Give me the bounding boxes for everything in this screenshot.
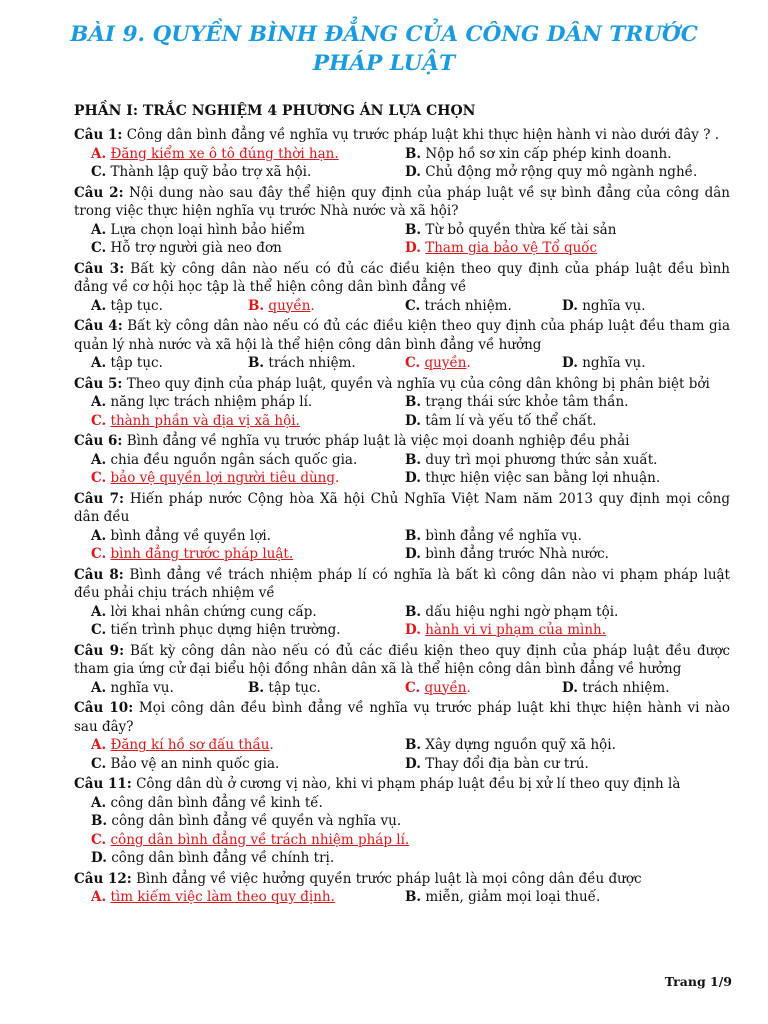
- answer-option: [248, 679, 405, 698]
- answer-option: [405, 527, 719, 546]
- question-text: [74, 642, 730, 679]
- option-text: bình đẳng trước pháp luật.: [110, 546, 294, 562]
- option-letter: A.: [91, 145, 107, 162]
- answer-options: [74, 527, 730, 564]
- option-text: công dân bình đẳng về chính trị.: [111, 850, 335, 866]
- question-text: [74, 432, 730, 451]
- option-text: dấu hiệu nghi ngờ phạm tội.: [425, 603, 619, 620]
- option-letter: A.: [91, 221, 107, 238]
- answer-options: [74, 679, 730, 698]
- question-text: [74, 775, 730, 794]
- answer-option: [91, 297, 248, 316]
- option-letter: A.: [91, 603, 107, 620]
- option-letter: C.: [91, 831, 107, 848]
- question-body: Hiến pháp nước Cộng hòa Xã hội Chủ Nghĩa Việt Nam năm 2013 quy định mọi công dân đều: [74, 490, 730, 525]
- answer-option: [405, 297, 562, 316]
- option-letter: A.: [91, 297, 107, 314]
- answer-option: [91, 849, 730, 868]
- question-label: Câu 7:: [74, 490, 124, 507]
- option-text: lời khai nhân chứng cung cấp.: [110, 603, 317, 620]
- option-text: công dân bình đẳng về quyền và nghĩa vụ.: [111, 813, 402, 829]
- answer-option-correct: [91, 736, 405, 755]
- option-letter: D.: [405, 412, 421, 429]
- option-text: Đăng kiểm xe ô tô đúng thời hạn.: [110, 145, 339, 162]
- question-label: Câu 12:: [74, 870, 132, 887]
- option-suffix: .: [335, 470, 340, 486]
- document-title: BÀI 9. QUYỀN BÌNH ĐẲNG CỦA CÔNG DÂN TRƯỚC PHÁP LUẬT: [70, 22, 698, 76]
- option-letter: C.: [91, 470, 107, 486]
- option-text: trạng thái sức khỏe tâm thần.: [425, 394, 629, 410]
- question-label: Câu 3:: [74, 260, 125, 277]
- option-text: tập tục.: [268, 679, 321, 696]
- answer-options: [74, 451, 730, 488]
- question-label: Câu 2:: [74, 184, 124, 201]
- option-letter: C.: [91, 164, 107, 180]
- question-label: Câu 6:: [74, 433, 123, 449]
- answer-options: [74, 221, 730, 258]
- answer-option: [562, 297, 719, 316]
- option-letter: C.: [91, 755, 107, 772]
- question-text: [74, 699, 730, 736]
- option-letter: C.: [91, 412, 107, 429]
- answer-option: [405, 736, 719, 755]
- question-body: Bình đẳng về việc hưởng quyền trước pháp luật là mọi công dân đều được: [136, 870, 642, 887]
- question-body: Mọi công dân đều bình đẳng về nghĩa vụ trước pháp luật khi thực hiện hành vi nào sau đây?: [74, 700, 730, 735]
- answer-option-correct: [405, 354, 562, 373]
- option-text: năng lực trách nhiệm pháp lí.: [110, 394, 313, 410]
- answer-option: [91, 679, 248, 698]
- answer-option: [248, 354, 405, 373]
- option-text: nghĩa vụ.: [110, 679, 174, 696]
- option-letter: C.: [91, 240, 107, 256]
- option-letter: B.: [248, 297, 265, 314]
- option-text: Thay đổi địa bàn cư trú.: [425, 755, 589, 772]
- option-letter: B.: [405, 737, 422, 753]
- option-text: Xây dựng nguồn quỹ xã hội.: [425, 737, 616, 753]
- question-body: Bình đẳng về trách nhiệm pháp lí có nghĩa là bất kì công dân nào vi phạm pháp luật đều phải chịu trách nhiệm về: [74, 566, 730, 601]
- option-text: tiến trình phục dựng hiện trường.: [110, 622, 341, 638]
- answer-option-correct: [91, 412, 405, 431]
- option-letter: B.: [405, 889, 422, 905]
- option-letter: A.: [91, 355, 107, 371]
- answer-option: [405, 545, 719, 564]
- answer-options: [74, 145, 730, 182]
- option-text: trách nhiệm.: [424, 297, 512, 314]
- option-letter: D.: [405, 164, 421, 180]
- answer-option: [405, 145, 719, 164]
- option-letter: D.: [91, 850, 107, 866]
- answer-option: [405, 393, 719, 412]
- answer-options: [74, 603, 730, 640]
- option-letter: C.: [405, 679, 421, 696]
- option-letter: A.: [91, 679, 107, 696]
- option-suffix: .: [466, 355, 471, 371]
- option-suffix: .: [310, 297, 315, 314]
- question-body: Bất kỳ công dân nào nếu có đủ các điều kiện theo quy định của pháp luật đều được tham gia ứng cử đại biểu hội đồng nhân dân xã là thể hiện công dân bình đẳng về hưởng: [74, 642, 731, 677]
- option-letter: B.: [405, 603, 422, 620]
- option-text: Tham gia bảo vệ Tổ quốc: [425, 240, 598, 256]
- option-text: trách nhiệm.: [268, 355, 356, 371]
- answer-option-correct: [91, 145, 405, 164]
- option-letter: A.: [91, 737, 107, 753]
- option-letter: A.: [91, 889, 107, 905]
- option-text: tập tục.: [110, 355, 163, 371]
- question-label: Câu 11:: [74, 776, 132, 792]
- option-text: tâm lí và yếu tố thể chất.: [425, 412, 597, 429]
- question-label: Câu 5:: [74, 375, 123, 392]
- answer-option: [405, 888, 719, 907]
- option-letter: B.: [248, 355, 265, 371]
- answer-option-correct: [248, 297, 405, 316]
- option-letter: D.: [405, 470, 421, 486]
- answer-option: [91, 527, 405, 546]
- question-label: Câu 1:: [74, 127, 123, 143]
- option-letter: A.: [91, 527, 107, 544]
- answer-option: [91, 163, 405, 182]
- answer-option: [405, 163, 719, 182]
- option-text: bình đẳng về nghĩa vụ.: [425, 527, 582, 544]
- answer-option: [405, 451, 719, 470]
- option-letter: B.: [405, 145, 422, 162]
- option-text: thành phần và địa vị xã hội.: [110, 412, 300, 429]
- answer-option: [405, 469, 719, 488]
- question-text: [74, 566, 730, 603]
- option-letter: A.: [91, 394, 107, 410]
- answer-option-correct: [91, 545, 405, 564]
- answer-option: [405, 221, 719, 240]
- answer-option-correct: [91, 469, 405, 488]
- answer-option: [91, 354, 248, 373]
- option-text: bảo vệ quyền lợi người tiêu dùng: [110, 470, 335, 486]
- question-body: Theo quy định của pháp luật, quyền và nghĩa vụ của công dân không bị phân biệt bởi: [126, 375, 710, 392]
- answer-option: [91, 451, 405, 470]
- option-letter: A.: [91, 451, 107, 468]
- answer-option: [91, 221, 405, 240]
- option-text: tập tục.: [110, 297, 163, 314]
- option-letter: B.: [91, 813, 108, 829]
- option-text: Hỗ trợ người già neo đơn: [110, 240, 282, 256]
- answer-option: [91, 621, 405, 640]
- option-text: quyền: [424, 679, 467, 696]
- answer-option-correct: [405, 679, 562, 698]
- answer-option: [562, 679, 719, 698]
- option-text: trách nhiệm.: [582, 679, 670, 696]
- answer-option: [405, 412, 719, 431]
- option-letter: C.: [91, 622, 107, 638]
- question-body: Bất kỳ công dân nào nếu có đủ các điều kiện theo quy định của pháp luật đều bình đẳng về cơ hội học tập là thể hiện công dân bình đẳng về: [74, 260, 730, 295]
- option-text: nghĩa vụ.: [582, 355, 646, 371]
- section-heading: PHẦN I: TRẮC NGHIỆM 4 PHƯƠNG ÁN LỰA CHỌN: [74, 103, 476, 119]
- question-text: [74, 126, 730, 145]
- question-label: Câu 4:: [74, 318, 123, 334]
- answer-option: [91, 812, 730, 831]
- option-suffix: .: [466, 679, 471, 696]
- answer-option-correct: [405, 239, 719, 258]
- option-text: công dân bình đẳng về kinh tế.: [110, 794, 323, 811]
- answer-option-correct: [405, 621, 719, 640]
- option-suffix: .: [269, 737, 274, 753]
- question-label: Câu 8:: [74, 566, 124, 583]
- question-text: [74, 317, 730, 354]
- option-letter: D.: [562, 355, 578, 371]
- question-body: Bất kỳ công dân nào nếu có đủ các điều kiện theo quy định của pháp luật đều tham gia quản lý nhà nước và xã hội là thể hiện công dân bình đẳng về hưởng: [74, 318, 730, 353]
- answer-options: [74, 354, 730, 373]
- option-text: bình đẳng trước Nhà nước.: [425, 546, 609, 562]
- answer-options: [74, 794, 730, 868]
- option-text: Nộp hồ sơ xin cấp phép kinh doanh.: [425, 145, 672, 162]
- question-body: Công dân dù ở cương vị nào, khi vi phạm pháp luật đều bị xử lí theo quy định là: [136, 776, 681, 792]
- question-label: Câu 10:: [74, 700, 134, 716]
- question-label: Câu 9:: [74, 642, 125, 659]
- option-text: Thành lập quỹ bảo trợ xã hội.: [110, 164, 312, 180]
- answer-option: [91, 794, 730, 813]
- option-letter: C.: [405, 297, 421, 314]
- question-body: Nội dung nào sau đây thể hiện quy định của pháp luật về sự bình đẳng của công dân trong việc thực hiện nghĩa vụ trước Nhà nước và xã hội?: [74, 184, 730, 219]
- question-body: Công dân bình đẳng về nghĩa vụ trước pháp luật khi thực hiện hành vi nào dưới đây ? .: [126, 127, 720, 143]
- option-letter: B.: [248, 679, 265, 696]
- option-text: duy trì mọi phương thức sản xuất.: [425, 451, 658, 468]
- option-text: tìm kiếm việc làm theo quy định.: [110, 889, 335, 905]
- answer-option-correct: [91, 831, 730, 850]
- option-letter: D.: [405, 546, 421, 562]
- option-text: hành vi vi phạm của mình.: [425, 622, 607, 638]
- option-letter: D.: [405, 240, 421, 256]
- option-text: chia đều nguồn ngân sách quốc gia.: [110, 451, 358, 468]
- option-letter: D.: [405, 622, 421, 638]
- option-text: Chủ động mở rộng quy mô ngành nghề.: [425, 164, 698, 180]
- question-list: [74, 126, 730, 909]
- question-text: [74, 870, 730, 889]
- option-letter: C.: [91, 546, 107, 562]
- option-letter: B.: [405, 451, 422, 468]
- answer-option: [405, 603, 719, 622]
- option-letter: B.: [405, 221, 422, 238]
- question-text: [74, 184, 730, 221]
- option-letter: C.: [405, 355, 421, 371]
- answer-options: [74, 393, 730, 430]
- option-text: quyền: [424, 355, 467, 371]
- answer-option: [405, 755, 719, 774]
- option-letter: A.: [91, 794, 107, 811]
- answer-option: [91, 755, 405, 774]
- option-letter: B.: [405, 394, 422, 410]
- answer-option: [91, 603, 405, 622]
- question-text: [74, 490, 730, 527]
- answer-options: [74, 297, 730, 316]
- option-text: Bảo vệ an ninh quốc gia.: [110, 755, 280, 772]
- option-text: thực hiện việc san bằng lợi nhuận.: [425, 470, 661, 486]
- option-text: quyền: [268, 297, 311, 314]
- option-letter: D.: [562, 297, 578, 314]
- option-text: bình đẳng về quyền lợi.: [110, 527, 271, 544]
- option-text: Từ bỏ quyền thừa kế tài sản: [425, 221, 617, 238]
- option-letter: D.: [405, 755, 421, 772]
- option-text: Đăng kí hồ sơ đấu thầu: [110, 737, 270, 753]
- answer-options: [74, 736, 730, 773]
- option-text: Lựa chọn loại hình bảo hiểm: [110, 221, 305, 238]
- page-number: Trang 1/9: [664, 974, 732, 989]
- answer-option: [91, 239, 405, 258]
- question-text: [74, 260, 730, 297]
- question-text: [74, 375, 730, 394]
- answer-options: [74, 888, 730, 907]
- question-body: Bình đẳng về nghĩa vụ trước pháp luật là việc mọi doanh nghiệp đều phải: [126, 433, 630, 449]
- option-letter: B.: [405, 527, 422, 544]
- answer-option: [562, 354, 719, 373]
- answer-option: [91, 393, 405, 412]
- option-text: công dân bình đẳng về trách nhiệm pháp lí.: [110, 831, 410, 848]
- answer-option-correct: [91, 888, 405, 907]
- option-letter: D.: [562, 679, 578, 696]
- option-text: miễn, giảm mọi loại thuế.: [425, 889, 601, 905]
- option-text: nghĩa vụ.: [582, 297, 646, 314]
